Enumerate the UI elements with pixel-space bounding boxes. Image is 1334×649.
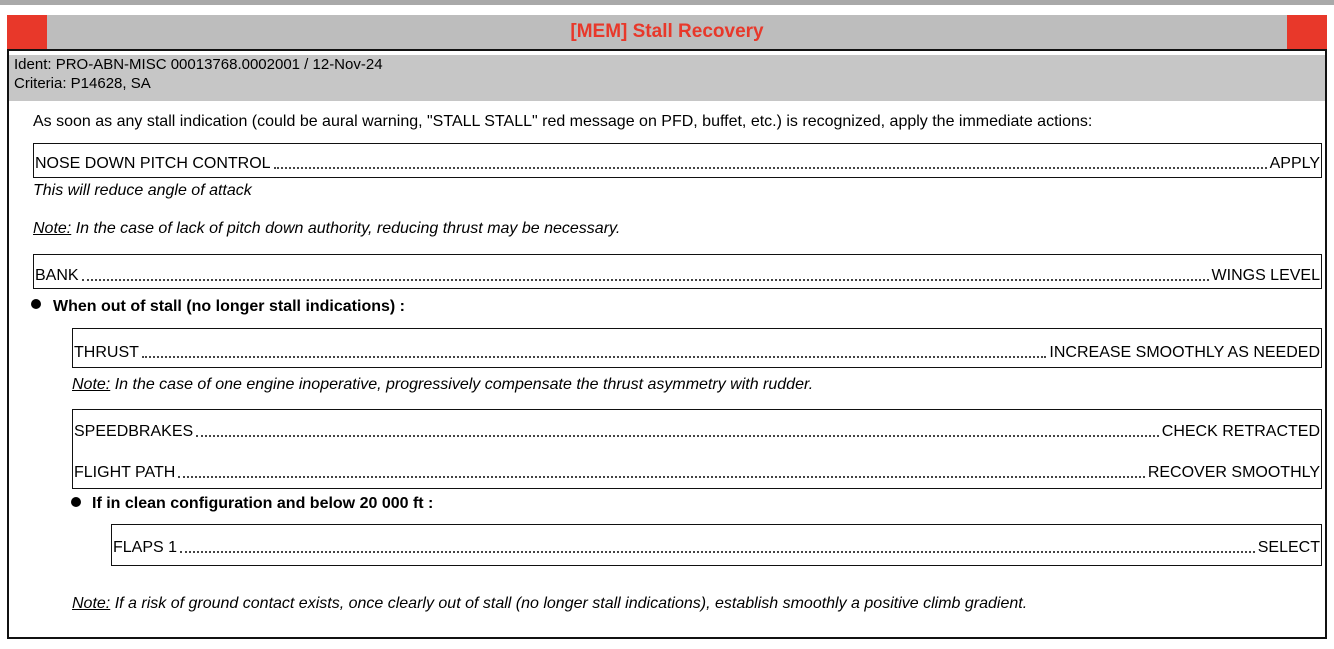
dot-leader: [180, 551, 1255, 553]
step-label: FLIGHT PATH: [74, 464, 176, 481]
note-text: In the case of one engine inoperative, progressively compensate the thrust asymmetry with rudder.: [114, 376, 814, 393]
dot-leader: [196, 435, 1159, 437]
criteria-line: Criteria: P14628, SA: [14, 75, 151, 92]
note-ground-contact: [72, 594, 1027, 614]
condition-out-of-stall: When out of stall (no longer stall indications) :: [53, 298, 405, 315]
ident-line: Ident: PRO-ABN-MISC 00013768.0002001 / 12-Nov-24: [14, 56, 383, 73]
intro-text: As soon as any stall indication (could be aural warning, "STALL STALL" red message on PFD, buffet, etc.) is recognized, apply the immediate actions:: [33, 113, 1093, 130]
note-text: In the case of lack of pitch down authority, reducing thrust may be necessary.: [75, 220, 621, 237]
dot-leader: [274, 167, 1267, 169]
step-label: BANK: [35, 267, 79, 284]
condition-clean-config: If in clean configuration and below 20 000 ft :: [92, 495, 434, 512]
step-flight-path: [74, 462, 1320, 484]
note-label: Note:: [72, 376, 111, 393]
note-thrust: [72, 375, 813, 395]
note-text: If a risk of ground contact exists, once clearly out of stall (no longer stall indications), establish smoothly a positive climb gradient.: [114, 595, 1028, 612]
condition-bullet: [71, 497, 81, 507]
step-action: WINGS LEVEL: [1211, 267, 1320, 284]
title-red-tab-right: [1287, 15, 1327, 49]
note-label: Note:: [33, 220, 72, 237]
procedure-title-bar: [7, 15, 1327, 51]
step-label: FLAPS 1: [113, 539, 178, 556]
step-action: INCREASE SMOOTHLY AS NEEDED: [1049, 344, 1320, 361]
step-label: THRUST: [74, 344, 139, 361]
condition-bullet: [31, 299, 41, 309]
step-comment: This will reduce angle of attack: [33, 182, 252, 199]
step-label: SPEEDBRAKES: [74, 423, 194, 440]
step-pitch-control: [35, 153, 1320, 175]
step-speedbrakes: [74, 421, 1320, 443]
step-action: SELECT: [1257, 539, 1320, 556]
dot-leader: [82, 279, 1209, 281]
note-label: Note:: [72, 595, 111, 612]
dot-leader: [178, 476, 1144, 478]
note-pitch: [33, 219, 620, 239]
dot-leader: [142, 356, 1047, 358]
step-action: RECOVER SMOOTHLY: [1147, 464, 1320, 481]
step-thrust: [74, 342, 1320, 364]
procedure-meta: [9, 55, 1325, 101]
step-action: APPLY: [1269, 155, 1320, 172]
top-rule: [0, 0, 1334, 5]
step-label: NOSE DOWN PITCH CONTROL: [35, 155, 271, 172]
step-flaps: [113, 537, 1320, 559]
step-action: CHECK RETRACTED: [1161, 423, 1320, 440]
step-bank: [35, 265, 1320, 287]
procedure-title: [MEM] Stall Recovery: [570, 21, 764, 42]
